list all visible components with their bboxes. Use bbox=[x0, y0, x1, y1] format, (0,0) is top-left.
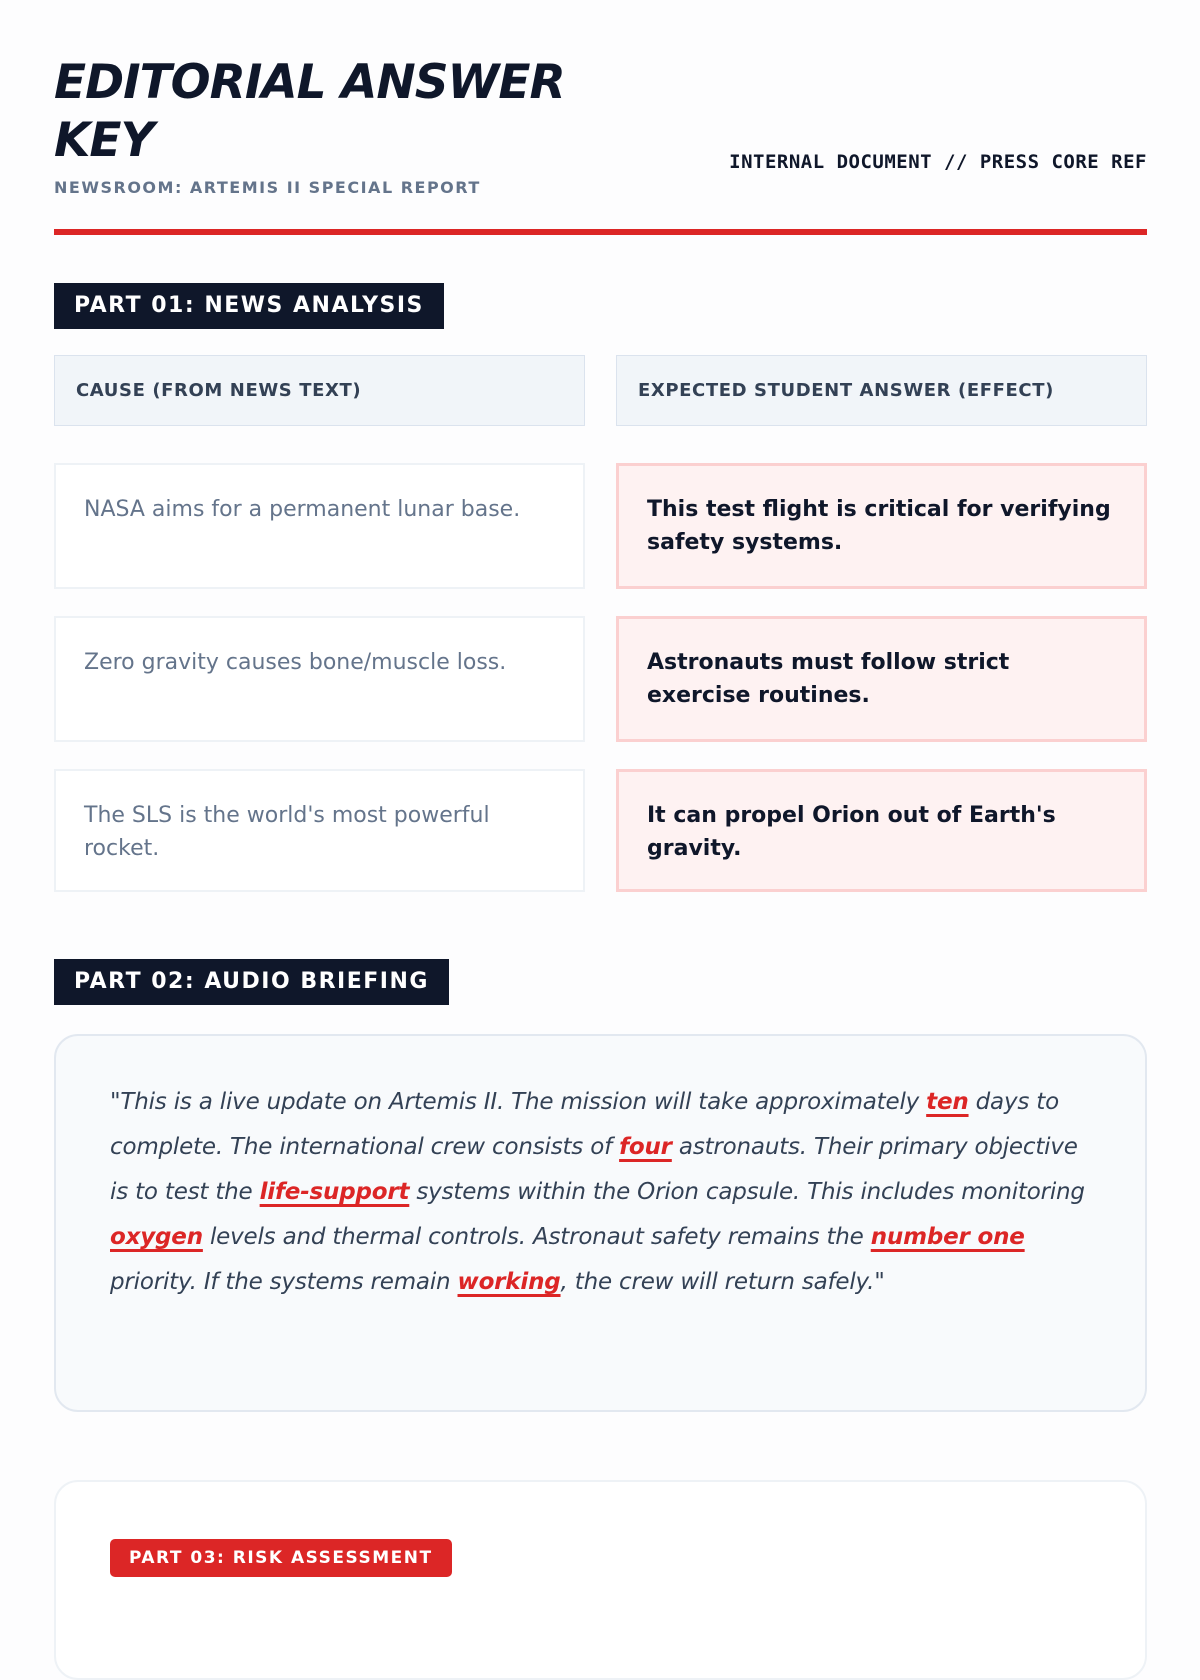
transcript-text: levels and thermal controls. Astronaut safety remains the bbox=[202, 1224, 871, 1250]
document-title: EDITORIAL ANSWER KEY bbox=[54, 55, 565, 168]
blank-answer: oxygen bbox=[110, 1224, 203, 1250]
effect-answer-cell: Astronauts must follow strict exercise routines. bbox=[616, 616, 1147, 742]
transcript-text: systems within the Orion capsule. This includes monitoring bbox=[409, 1179, 1085, 1205]
cause-cell: Zero gravity causes bone/muscle loss. bbox=[54, 616, 585, 742]
effect-column-header: EXPECTED STUDENT ANSWER (EFFECT) bbox=[616, 355, 1147, 426]
blank-answer: ten bbox=[926, 1089, 969, 1115]
part1-label: PART 01: NEWS ANALYSIS bbox=[54, 283, 444, 329]
transcript-text: priority. If the systems remain bbox=[110, 1269, 458, 1295]
blank-answer: four bbox=[619, 1134, 672, 1160]
cause-cell: NASA aims for a permanent lunar base. bbox=[54, 463, 585, 589]
effect-answer-cell: It can propel Orion out of Earth's gravity. bbox=[616, 769, 1147, 892]
document-subtitle: NEWSROOM: ARTEMIS II SPECIAL REPORT bbox=[54, 178, 481, 197]
transcript-text: astronauts. Their primary objective is to test the bbox=[110, 1134, 1078, 1205]
document-meta: INTERNAL DOCUMENT // PRESS CORE REF bbox=[729, 151, 1147, 173]
cause-cell: The SLS is the world's most powerful rocket. bbox=[54, 769, 585, 892]
part2-label: PART 02: AUDIO BRIEFING bbox=[54, 959, 449, 1005]
audio-transcript-card bbox=[54, 1034, 1147, 1412]
transcript-text: "This is a live update on Artemis II. The mission will take approximately bbox=[110, 1089, 927, 1115]
blank-answer: life-support bbox=[259, 1179, 410, 1205]
transcript-text: , the crew will return safely." bbox=[560, 1269, 885, 1295]
blank-answer: number one bbox=[870, 1224, 1025, 1250]
transcript-text: days to complete. The international crew consists of bbox=[110, 1089, 1059, 1160]
cause-column-header: CAUSE (FROM NEWS TEXT) bbox=[54, 355, 585, 426]
part3-label: PART 03: RISK ASSESSMENT bbox=[110, 1539, 452, 1577]
header-divider bbox=[54, 229, 1147, 235]
audio-transcript bbox=[110, 1080, 1091, 1305]
answer-key-page bbox=[54, 0, 1147, 1568]
document-header bbox=[54, 0, 1147, 236]
effect-answer-cell: This test flight is critical for verifying safety systems. bbox=[616, 463, 1147, 589]
blank-answer: working bbox=[457, 1269, 561, 1295]
risk-assessment-card bbox=[54, 1480, 1147, 1680]
